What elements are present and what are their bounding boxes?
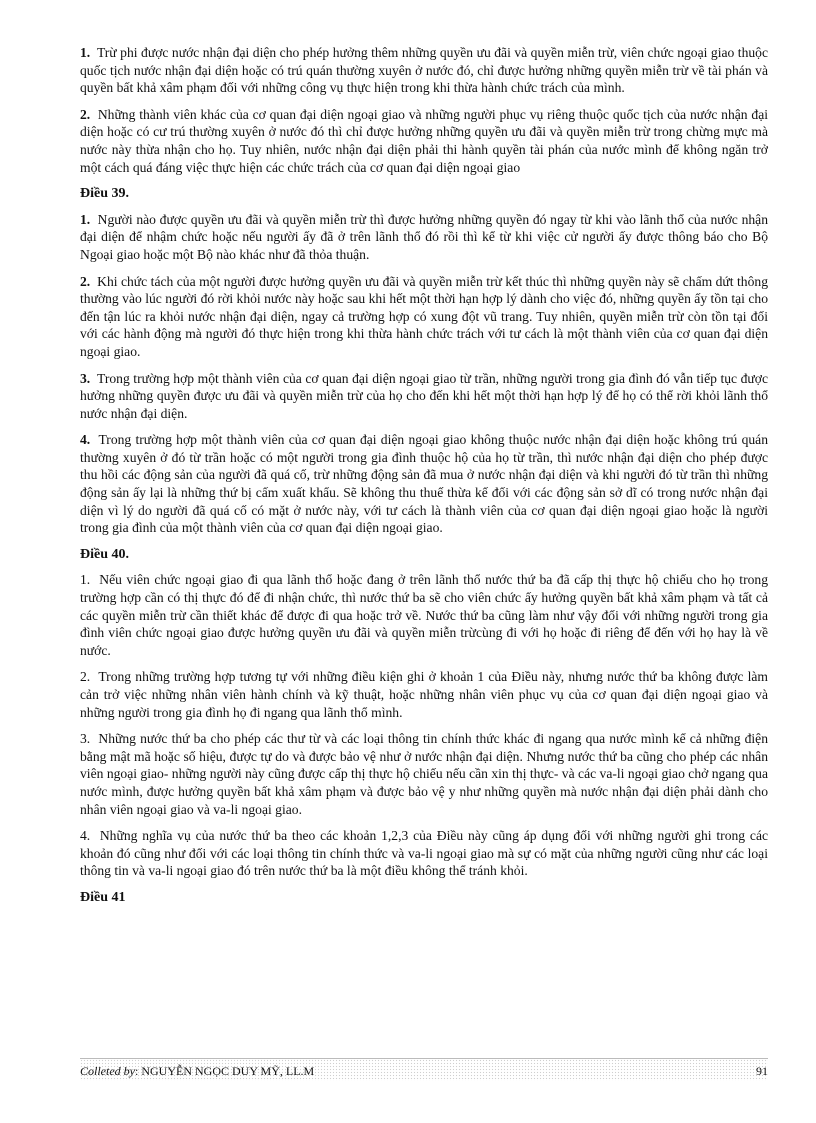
paragraph (80, 668, 768, 721)
page-number: 91 (756, 1063, 768, 1078)
paragraph (80, 571, 768, 659)
paragraph (80, 431, 768, 537)
page-footer (80, 1058, 768, 1081)
clause-number: 1. (80, 45, 91, 60)
paragraph (80, 44, 768, 97)
clause-number: 2. (80, 273, 91, 289)
paragraph (80, 730, 768, 818)
paragraph-text: Trong những trường hợp tương tự với những điều kiện ghi ở khoản 1 của Điều này, nhưng nước thứ ba không được làm cản trở việc những nhân viên hành chính và kỹ thuật, hoặc những nhân viên phục vụ của cơ quan đại diện ngoại giao và những người trong gia đình họ đi ngang qua lãnh thổ mình. (80, 669, 768, 720)
paragraph-text: Những nghĩa vụ của nước thứ ba theo các khoản 1,2,3 của Điều này cũng áp dụng đối với những người ghi trong các khoản đó cũng như đối với các loại thông tin chính thức và va-li ngoại giao mà sự có mặt của những người cũng như các loại thông tin và va-li ngoại giao đó trên nước thứ ba là một điều không thể tránh khỏi. (80, 828, 769, 879)
document-body (80, 44, 768, 915)
credit-label: Colleted by (80, 1063, 135, 1078)
clause-number: 2. (80, 106, 91, 122)
paragraph-text: Những nước thứ ba cho phép các thư từ và các loại thông tin chính thức khác đi ngang qua nước mình kể cả những điện bằng mật mã hoặc số hiệu, được tự do và được bảo vệ như ở nước nhận đại diện. Nhưng nước thứ ba cũng cho phép các nhân viên ngoại giao- những người này cũng được cấp thị thực hộ chiếu nếu cần xin thị thực- và các va-li ngoại giao chở ngang qua nước mình, được hưởng quyền bất khả xâm phạm và được bảo vệ y như những quyền mà nước nhận đại diện phải dành cho nhân viên ngoại giao và va-li ngoại giao. (80, 731, 768, 817)
clause-number: 1. (80, 572, 91, 588)
paragraph-text: Trừ phi được nước nhận đại diện cho phép hưởng thêm những quyền ưu đãi và quyền miễn trừ, viên chức ngoại giao thuộc quốc tịch nước nhận đại diện hoặc có trú quán thường xuyên ở nước đó, chỉ được hưởng những quyền miễn trừ về tài phán và quyền bất khả xâm phạm đối với những công vụ thực hiện trong khi thừa hành chức trách của mình. (80, 45, 769, 96)
clause-number: 2. (80, 669, 91, 685)
paragraph (80, 211, 768, 264)
clause-number: 1. (80, 211, 91, 227)
paragraph (80, 370, 768, 423)
credit-name: NGUYỄN NGỌC DUY MỸ, LL.M (141, 1063, 315, 1078)
article-heading-41: Điều 41 (80, 889, 126, 905)
paragraph-text: Khi chức tách của một người được hưởng quyền ưu đãi và quyền miễn trừ kết thúc thì những quyền này sẽ chấm dứt thông thường vào lúc người đó rời khỏi nước này hoặc sau khi hết một thời hạn hợp lý dành cho việc đó, những quyền ấy tồn tại cho đến tận lúc ra khỏi nước nhận đại diện, ngay cả trường hợp có xung đột vũ trang. Tuy nhiên, quyền miễn trừ còn tồn tại đối với các hành động mà người đó thực hiện trong khi thừa hành chức trách với tư cách là một thành viên của cơ quan đại diện ngoại giao. (80, 273, 768, 359)
clause-number: 4. (80, 828, 91, 844)
paragraph-text: Những thành viên khác của cơ quan đại diện ngoại giao và những người phục vụ riêng thuộc quốc tịch của nước nhận đại diện hoặc có cư trú thường xuyên ở nước đó thì chỉ được hưởng những quyền ưu đãi và quyền miễn trừ trong chừng mực mà nước này thừa nhận cho họ. Tuy nhiên, nước nhận đại diện phải thi hành quyền tài phán của nước mình để không ngăn trở một cách quá đáng việc thực hiện các chức trách của cơ quan đại diện ngoại giao (80, 106, 768, 175)
paragraph (80, 827, 768, 880)
paragraph-text: Trong trường hợp một thành viên của cơ quan đại diện ngoại giao không thuộc nước nhận đại diện hoặc không trú quán thường xuyên ở đó từ trần hoặc có một người trong gia đình thuộc hộ của họ từ trần, thì nước nhận đại diện cho phép được thu hồi các động sản của người đã quá cố, trừ những động sản đã mua ở nước nhận đại diện và khi người đó từ trần thì những động sản ấy lại là những thứ bị cấm xuất khẩu. Sẽ không thu thuế thừa kế đối với các động sản sở dĩ có trong nước nhận đại diện vì lý do người đã quá cố có mặt ở nước này, với tư cách là thành viên của cơ quan đại diện ngoại giao hoặc là người trong gia đình của một thành viên của cơ quan đại diện ngoại giao. (80, 432, 768, 536)
paragraph (80, 273, 768, 361)
article-heading-40: Điều 40. (80, 546, 129, 562)
article-heading-39: Điều 39. (80, 186, 129, 202)
paragraph-text: Người nào được quyền ưu đãi và quyền miễn trừ thì được hưởng những quyền đó ngay từ khi vào lãnh thổ của nước nhận đại diện để nhậm chức hoặc nếu người ấy đã ở trên lãnh thổ đó rồi thì kể từ khi việc cử người ấy được thông báo cho Bộ Ngoại giao hoặc một Bộ nào khác như đã thỏa thuận. (80, 211, 768, 262)
footer-credit: Colleted by: NGUYỄN NGỌC DUY MỸ, LL.M (80, 1063, 315, 1078)
clause-number: 4. (80, 432, 91, 448)
paragraph-text: Trong trường hợp một thành viên của cơ quan đại diện ngoại giao từ trần, những người trong gia đình đó vẫn tiếp tục được hưởng những quyền được ưu đãi và quyền miễn trừ của họ cho đến khi hết một thời hạn hợp lý để họ có thể rời khỏi lãnh thổ nước nhận đại diện. (80, 370, 768, 421)
paragraph (80, 106, 768, 176)
paragraph-text: Nếu viên chức ngoại giao đi qua lãnh thổ hoặc đang ở trên lãnh thổ nước thứ ba đã cấp thị thực hộ chiếu cho họ trong trường hợp cần có thị thực đó để đi nhận chức, thì nước thứ ba sẽ cho viên chức ấy hưởng quyền bất khả xâm phạm và tất cả các quyền miễn trừ cần thiết khác để được đi qua hoặc trở về. Nước thứ ba cũng làm như vậy đối với những người trong gia đình viên chức ngoại giao được hưởng quyền ưu đãi và quyền miễn trừcùng đi với họ hoặc đi riêng để đến với họ hay là về nước. (80, 572, 769, 658)
clause-number: 3. (80, 731, 91, 747)
clause-number: 3. (80, 370, 91, 386)
